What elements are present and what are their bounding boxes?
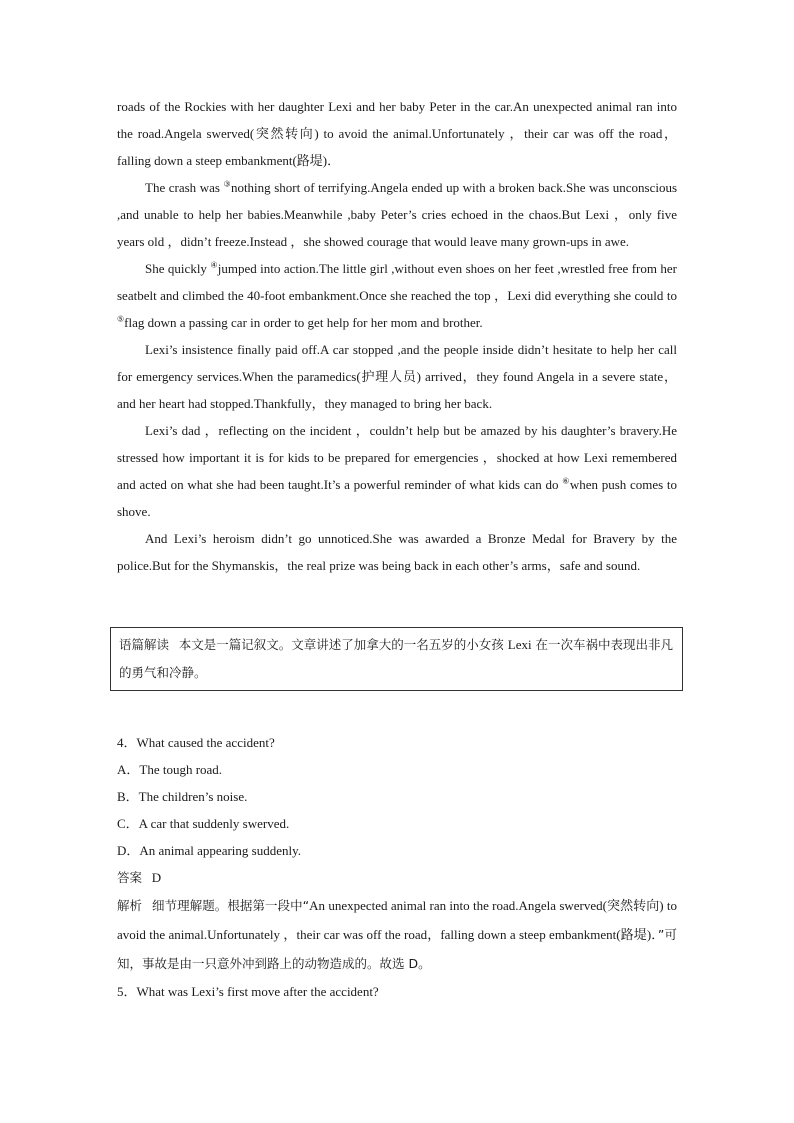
analysis (117, 891, 677, 978)
summary-text: 本文是一篇记叙文。文章讲述了加拿大的一名五岁的小女孩 (178, 637, 508, 652)
note-marker: ③ (223, 179, 231, 189)
text-run: flag down a passing car in order to get help for her mom and brother. (124, 315, 483, 330)
option-d: D．An animal appearing suddenly. (117, 843, 301, 858)
option-b: B．The children’s noise. (117, 789, 248, 804)
answer-line (117, 864, 677, 891)
summary-text: 在一次车祸中表现出非凡的勇气和冷静。 (119, 637, 674, 680)
text-run: She quickly (145, 261, 211, 276)
passage-paragraph-4: Lexi’s insistence finally paid off.A car stopped ,and the people inside didn’t hesitate to help her call for emergency services.When the paramedics(护理人员) arrived，they found Angela in a severe state，and her heart had stopped.Thankfully，they managed to bring her back. (117, 342, 677, 411)
text-run: Lexi’s dad ，reflecting on the incident ，couldn’t help but be amazed by his daughter’s bravery.He stressed how important it is for kids to be prepared for emergencies ，shocked at how Lexi remembered and acted on what she had been taught.It’s a powerful reminder of what kids can do (117, 423, 677, 492)
summary-text-en: Lexi (507, 637, 532, 652)
note-marker: ⑤ (117, 314, 125, 324)
option-a: A．The tough road. (117, 762, 223, 777)
question-4: 4．What caused the accident? (117, 735, 275, 750)
text-run: nothing short of terrifying.Angela ended up with a broken back.She was unconscious ,and unable to help her babies.Meanwhile ,baby Peter’s cries echoed in the chaos.But Lexi ，only five years old ，didn’t freeze.Instead ，she showed courage that would leave many grown-ups in awe. (117, 180, 678, 249)
questions-section (117, 729, 677, 1005)
analysis-text: 细节理解题。根据第一段中“ (152, 898, 310, 913)
passage-paragraph-3 (117, 255, 677, 336)
answer-value: D (151, 870, 162, 885)
passage (117, 93, 677, 579)
summary-label: 语篇解读 (119, 637, 170, 652)
text-run: The crash was (145, 180, 224, 195)
passage-paragraph-2 (117, 174, 677, 255)
passage-paragraph-1: roads of the Rockies with her daughter Lexi and her baby Peter in the car.An unexpected animal ran into the road.Angela swerved(突然转向) to avoid the animal.Unfortunately ，their car was off the road，falling down a steep embankment(路堤)． (117, 99, 677, 168)
analysis-label: 解析 (117, 898, 143, 913)
answer-label: 答案 (117, 870, 143, 885)
question-5: 5．What was Lexi’s first move after the accident? (117, 984, 379, 999)
note-marker: ④ (210, 260, 218, 270)
note-marker: ⑥ (562, 476, 570, 486)
analysis-text: ”可知，事故是由一只意外冲到路上的动物造成的。故选 D。 (117, 927, 677, 971)
text-run: when push comes to shove. (117, 477, 678, 519)
text-run: jumped into action.The little girl ,without even shoes on her feet ,wrestled free from her seatbelt and climbed the 40-foot embankment.Once she reached the top ，Lexi did everything she could to (117, 261, 677, 303)
passage-paragraph-6: And Lexi’s heroism didn’t go unnoticed.She was awarded a Bronze Medal for Bravery by the police.But for the Shymanskis，the real prize was being back in each other’s arms，safe and sound. (117, 531, 677, 573)
analysis-quote: An unexpected animal ran into the road.Angela swerved(突然转向) to avoid the animal.Unfortunately ，their car was off the road，falling down a steep embankment(路堤)． (117, 898, 677, 942)
passage-paragraph-5 (117, 417, 677, 525)
option-c: C．A car that suddenly swerved. (117, 816, 290, 831)
summary-box (110, 627, 683, 691)
